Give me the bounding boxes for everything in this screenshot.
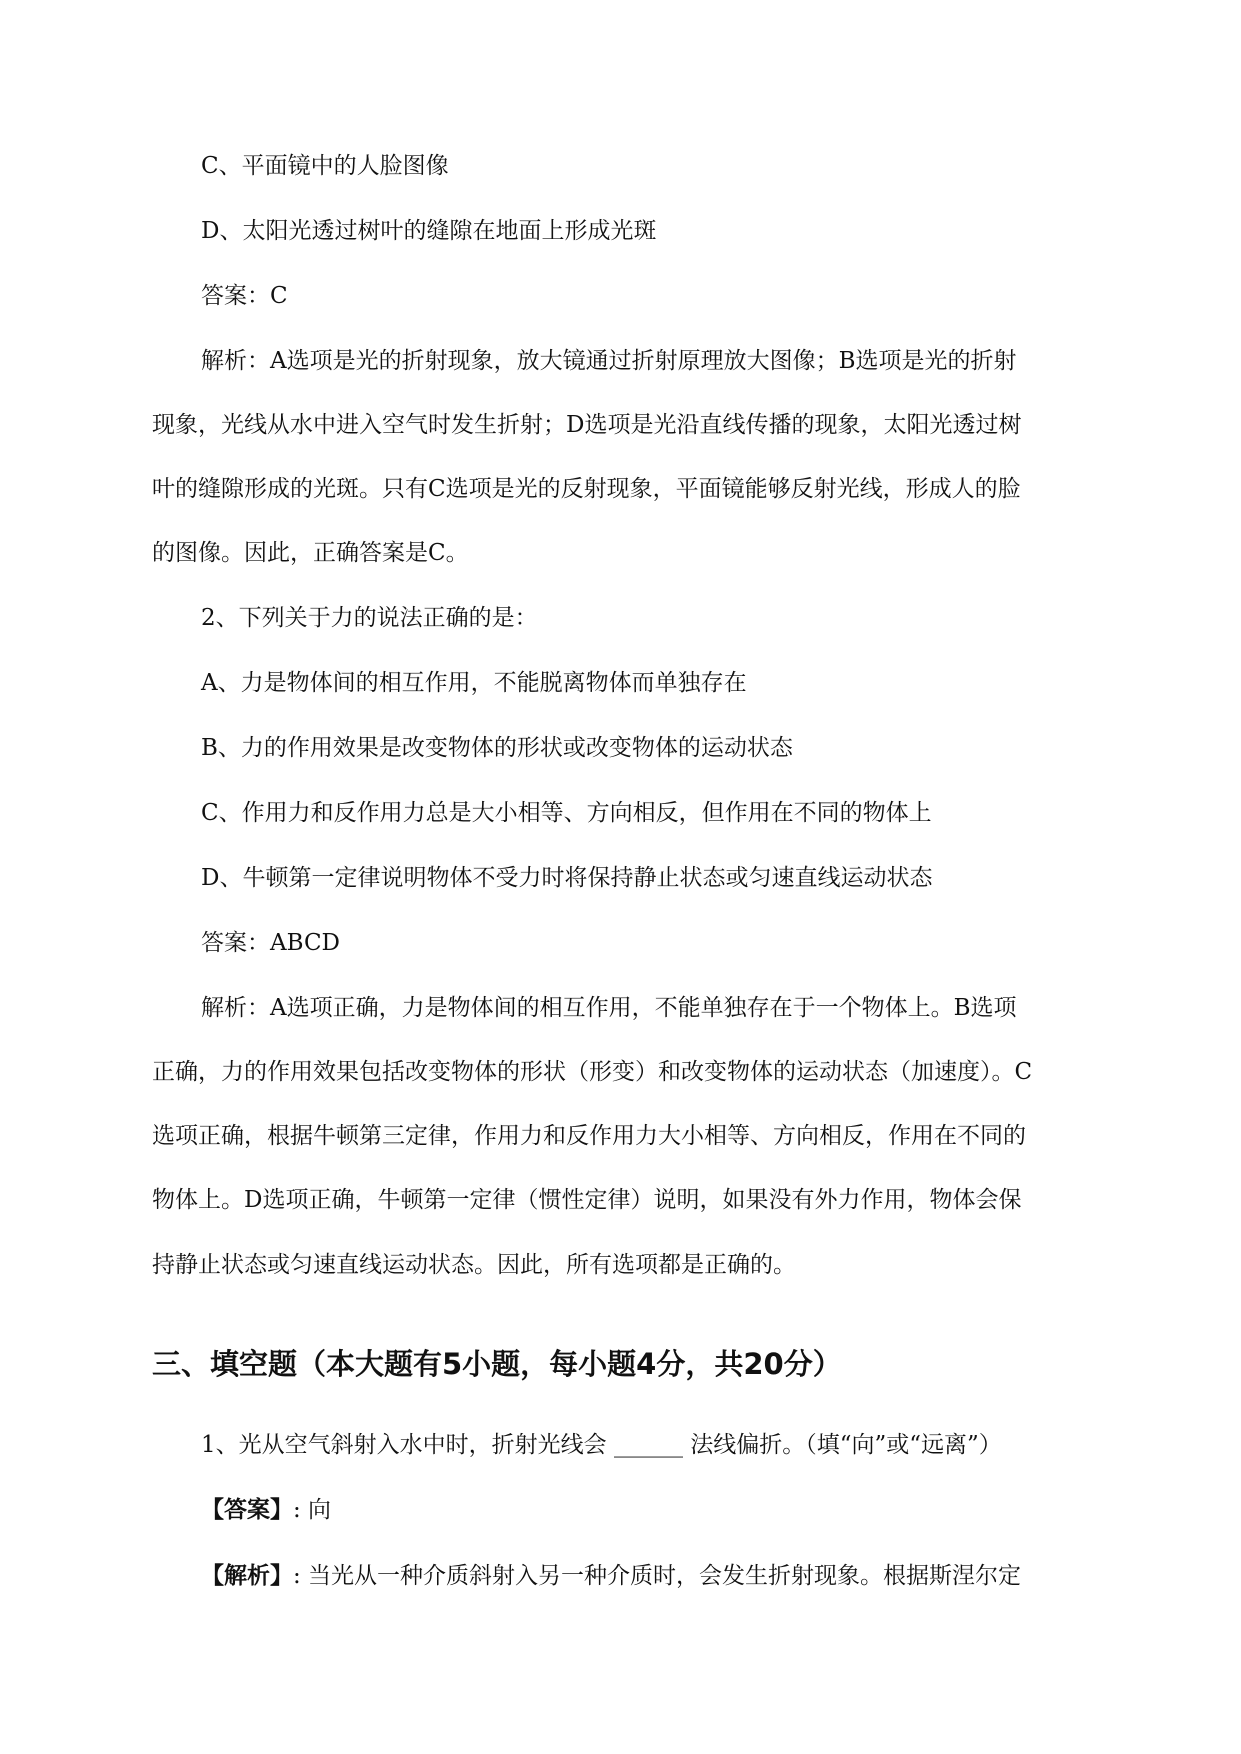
explanation-line: 现象，光线从水中进入空气时发生折射；D选项是光沿直线传播的现象，太阳光透过树 (152, 412, 1022, 438)
section-heading: 三、填空题（本大题有5小题，每小题4分，共20分） (152, 1347, 842, 1381)
explanation-line: 解析：A选项正确，力是物体间的相互作用，不能单独存在于一个物体上。B选项 (201, 995, 1017, 1021)
option-b: B、力的作用效果是改变物体的形状或改变物体的运动状态 (201, 735, 793, 761)
explanation-line: 叶的缝隙形成的光斑。只有C选项是光的反射现象，平面镜能够反射光线，形成人的脸 (152, 476, 1021, 502)
option-c: C、作用力和反作用力总是大小相等、方向相反，但作用在不同的物体上 (201, 800, 932, 826)
answer-line: 答案：ABCD (201, 930, 340, 956)
explanation-line (201, 1561, 1021, 1591)
explanation-line: 持静止状态或匀速直线运动状态。因此，所有选项都是正确的。 (152, 1252, 796, 1278)
answer-line (201, 1495, 331, 1525)
option-d: D、太阳光透过树叶的缝隙在地面上形成光斑 (201, 218, 657, 244)
explanation-line: 正确，力的作用效果包括改变物体的形状（形变）和改变物体的运动状态（加速度）。C (152, 1059, 1033, 1085)
answer-line: 答案：C (201, 283, 288, 309)
answer-label: 【答案】 (201, 1497, 293, 1523)
option-c: C、平面镜中的人脸图像 (201, 153, 449, 179)
explanation-value: : 当光从一种介质斜射入另一种介质时，会发生折射现象。根据斯涅尔定 (293, 1563, 1022, 1589)
explanation-line: 物体上。D选项正确，牛顿第一定律（惯性定律）说明，如果没有外力作用，物体会保 (152, 1187, 1022, 1213)
question-stem: 2、下列关于力的说法正确的是： (201, 605, 538, 631)
fill-in-question-stem: 1、光从空气斜射入水中时，折射光线会 ______ 法线偏折。（填“向”或“远离”） (201, 1432, 1002, 1458)
answer-value: : 向 (293, 1497, 332, 1523)
explanation-line: 选项正确，根据牛顿第三定律，作用力和反作用力大小相等、方向相反，作用在不同的 (152, 1123, 1026, 1149)
option-d: D、牛顿第一定律说明物体不受力时将保持静止状态或匀速直线运动状态 (201, 865, 933, 891)
explanation-line: 的图像。因此，正确答案是C。 (152, 540, 469, 566)
explanation-label: 【解析】 (201, 1563, 293, 1589)
option-a: A、力是物体间的相互作用，不能脱离物体而单独存在 (201, 670, 747, 696)
explanation-line: 解析：A选项是光的折射现象，放大镜通过折射原理放大图像；B选项是光的折射 (201, 348, 1017, 374)
